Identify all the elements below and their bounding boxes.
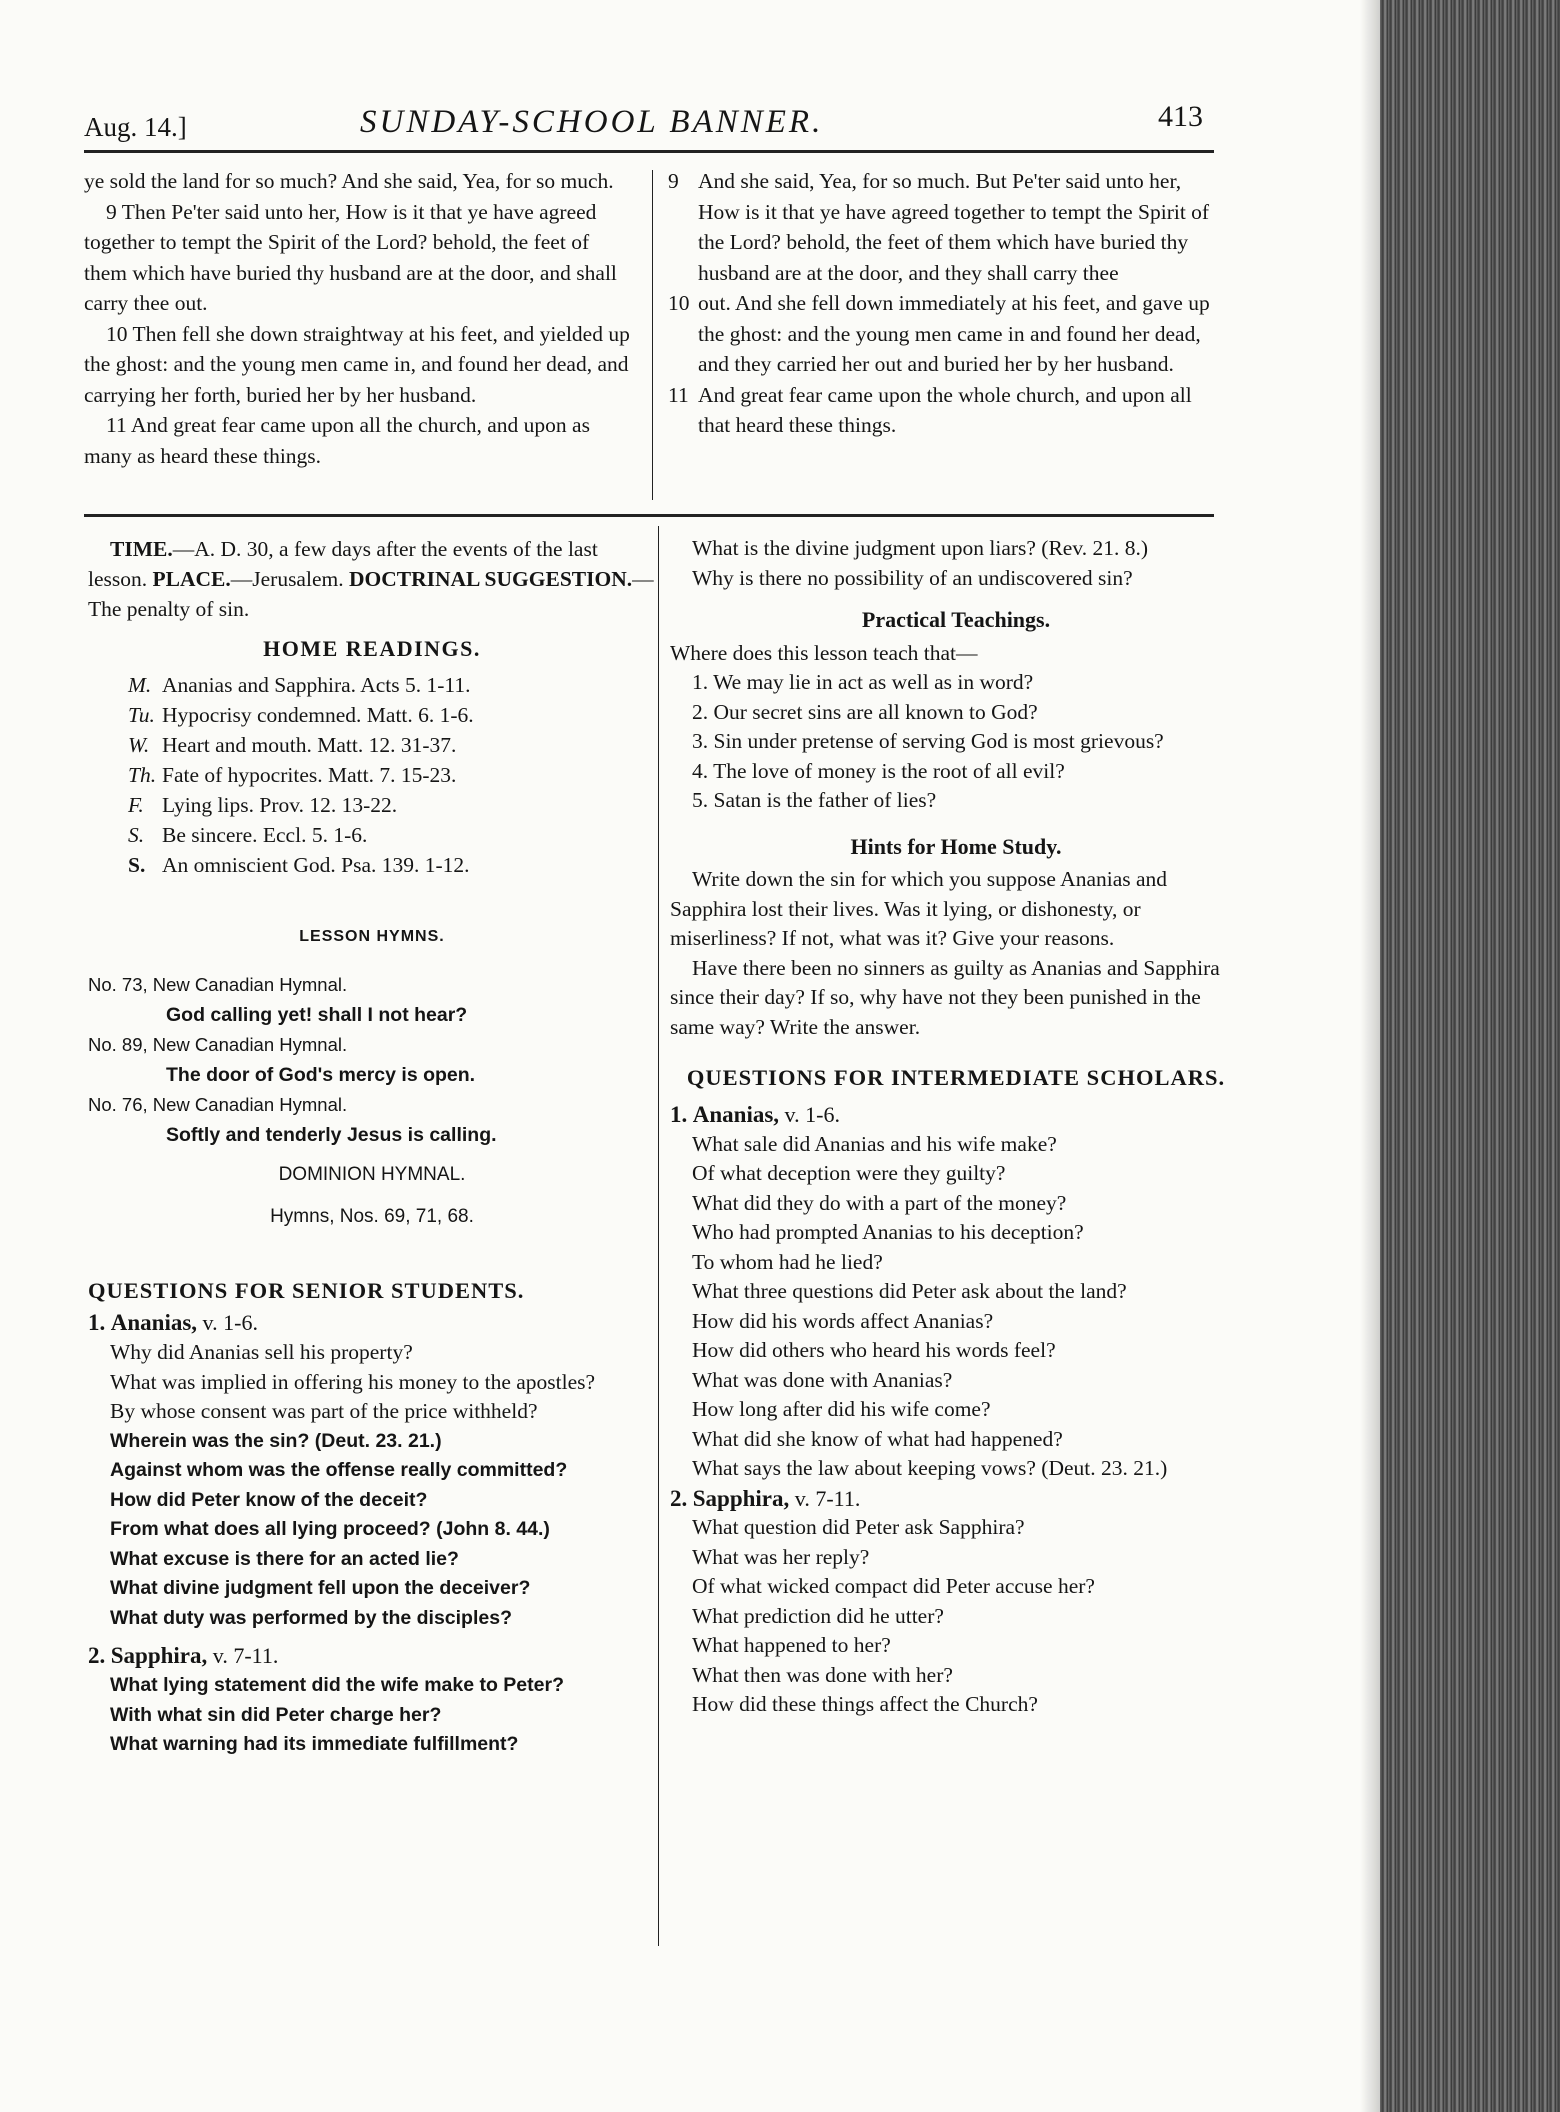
place-label: PLACE.: [152, 567, 231, 591]
scripture-left-verse: 11 And great fear came upon all the church, and upon as many as heard these things.: [84, 413, 590, 468]
question: What excuse is there for an acted lie?: [110, 1547, 459, 1570]
question: What divine judgment fell upon the deceiver?: [110, 1577, 531, 1599]
hints-title: Hints for Home Study.: [850, 833, 1062, 859]
intermediate-section-1-questions: [670, 1130, 1242, 1484]
hymn-number: No. 73, New Canadian Hymnal.: [88, 974, 348, 995]
reading-day: Th.: [128, 763, 157, 787]
question: With what sin did Peter charge her?: [110, 1703, 442, 1726]
section-ref: v. 1-6.: [784, 1102, 840, 1127]
scripture-right-verse: [668, 380, 1222, 441]
question: Who had prompted Ananias to his deception?: [692, 1220, 1084, 1244]
question: From what does all lying proceed? (John 8. 44.): [110, 1518, 550, 1540]
question: What warning had its immediate fulfillment?: [110, 1733, 519, 1755]
question: What then was done with her?: [692, 1662, 953, 1687]
reading-text: Lying lips. Prov. 12. 13-22.: [162, 793, 398, 817]
reading-item: [88, 850, 656, 880]
question: How did Peter know of the deceit?: [110, 1488, 428, 1511]
question: What duty was performed by the disciples?: [110, 1606, 512, 1629]
reading-day: Tu.: [128, 703, 155, 727]
hymn-first-line: Softly and tenderly Jesus is calling.: [166, 1124, 497, 1146]
verse-number: 10: [668, 291, 690, 315]
lesson-hymns-title: LESSON HYMNS.: [299, 928, 445, 945]
question: What happened to her?: [692, 1633, 891, 1657]
practical-item: 3. Sin under pretense of serving God is most grievous?: [692, 729, 1164, 753]
question: Against whom was the offense really committed?: [110, 1459, 568, 1481]
home-readings-list: [88, 670, 656, 880]
book-page-edges: [1380, 0, 1560, 2112]
reading-day: S.: [128, 853, 146, 877]
question: What did they do with a part of the money?: [692, 1190, 1067, 1215]
verse-text: out. And she fell down immediately at his feet, and gave up the ghost: and the young men came in and found her dead, and they carried her out and buried her by her husband.: [698, 291, 1210, 376]
senior-questions-title: QUESTIONS FOR SENIOR STUDENTS.: [88, 1278, 525, 1303]
question: What says the law about keeping vows? (Deut. 23. 21.): [692, 1456, 1168, 1480]
right-main-column: [670, 534, 1242, 1720]
hymn-number: No. 76, New Canadian Hymnal.: [88, 1094, 348, 1115]
question: How did his words affect Ananias?: [692, 1308, 994, 1333]
hymn-first-line: God calling yet! shall I not hear?: [166, 1004, 468, 1026]
practical-item: 4. The love of money is the root of all evil?: [692, 758, 1065, 783]
section-ref: v. 7-11.: [212, 1643, 279, 1668]
question: What was implied in offering his money to the apostles?: [110, 1369, 596, 1394]
practical-intro: Where does this lesson teach that—: [670, 640, 978, 665]
reading-text: Heart and mouth. Matt. 12. 31-37.: [162, 733, 457, 757]
practical-item: 1. We may lie in act as well as in word?: [692, 670, 1034, 694]
question: What three questions did Peter ask about the land?: [692, 1279, 1127, 1303]
hints-paragraph: Write down the sin for which you suppose Ananias and Sapphira lost their lives. Was it lying, or dishonesty, or miserliness? If not, what was it? Give your reasons.: [670, 867, 1168, 950]
doctrinal-text: —The penalty of sin.: [88, 567, 654, 621]
reading-item: [88, 670, 656, 700]
home-readings-title: HOME READINGS.: [263, 636, 481, 661]
section-number: 2.: [88, 1643, 106, 1668]
header-title: SUNDAY-SCHOOL BANNER.: [360, 104, 824, 140]
verse-text: And great fear came upon the whole church, and upon all that heard these things.: [698, 382, 1192, 437]
doctrinal-label: DOCTRINAL SUGGESTION.: [348, 567, 633, 591]
main-column-divider: [658, 526, 659, 1946]
senior-section-2-questions: [88, 1671, 656, 1760]
scripture-left-column: [84, 166, 636, 471]
question: What sale did Ananias and his wife make?: [692, 1131, 1057, 1156]
scripture-right-verse: [668, 288, 1222, 380]
question: By whose consent was part of the price withheld?: [110, 1399, 538, 1423]
question: What was her reply?: [692, 1544, 870, 1569]
senior-section-heading: [88, 1308, 656, 1338]
reading-text: An omniscient God. Psa. 139. 1-12.: [162, 853, 470, 877]
place-text: —Jerusalem.: [230, 567, 344, 591]
section-rule: [84, 514, 1214, 517]
section-name: Ananias,: [110, 1310, 198, 1335]
hymn-number: No. 89, New Canadian Hymnal.: [88, 1034, 348, 1055]
question: What prediction did he utter?: [692, 1603, 944, 1628]
practical-item: 5. Satan is the father of lies?: [692, 788, 937, 812]
senior-section-heading: [88, 1641, 656, 1671]
reading-day: S.: [128, 823, 145, 847]
section-ref: v. 1-6.: [202, 1310, 258, 1335]
reading-item: [88, 820, 656, 850]
question: How did others who heard his words feel?: [692, 1338, 1056, 1362]
intermediate-section-heading: [670, 1484, 1242, 1514]
hymn-first-line: The door of God's mercy is open.: [166, 1064, 476, 1086]
section-ref: v. 7-11.: [794, 1485, 861, 1511]
reading-item: [88, 760, 656, 790]
dominion-hymnal-title: DOMINION HYMNAL.: [278, 1164, 466, 1185]
verse-number: 11: [668, 382, 689, 407]
question: How long after did his wife come?: [692, 1397, 991, 1421]
reading-day: M.: [128, 673, 152, 697]
reading-text: Fate of hypocrites. Matt. 7. 15-23.: [162, 763, 457, 787]
hints-paragraph: Have there been no sinners as guilty as Ananias and Sapphira since their day? If so, why have not they been punished in the same way? Write the answer.: [670, 955, 1220, 1039]
reading-item: [88, 700, 656, 730]
section-name: Sapphira,: [110, 1643, 208, 1668]
section-number: 1.: [88, 1310, 106, 1335]
question: What question did Peter ask Sapphira?: [692, 1515, 1025, 1539]
scripture-column-divider: [652, 170, 653, 500]
section-name: Sapphira,: [692, 1485, 790, 1511]
page-number: 413: [1158, 100, 1203, 133]
scripture-right-verse: [668, 166, 1222, 288]
scripture-right-column: [668, 166, 1222, 441]
question: How did these things affect the Church?: [692, 1692, 1038, 1716]
practical-item: 2. Our secret sins are all known to God?: [692, 699, 1038, 724]
header-date: Aug. 14.]: [84, 112, 187, 142]
intermediate-questions-title: QUESTIONS FOR INTERMEDIATE SCHOLARS.: [686, 1065, 1226, 1090]
question: What is the divine judgment upon liars? (Rev. 21. 8.): [692, 536, 1148, 560]
practical-teachings-title: Practical Teachings.: [861, 607, 1051, 632]
question: To whom had he lied?: [692, 1249, 883, 1274]
question: What lying statement did the wife make to Peter?: [110, 1674, 564, 1696]
header-rule: [84, 150, 1214, 153]
left-main-column: [88, 534, 656, 1760]
intermediate-section-heading: [670, 1100, 1242, 1130]
question: What did she know of what had happened?: [692, 1426, 1063, 1451]
section-number: 1.: [670, 1102, 688, 1127]
scripture-left-verse: 10 Then fell she down straightway at his feet, and yielded up the ghost: and the young men came in, and found her dead, and carrying her forth, buried her by her husband.: [84, 321, 630, 407]
section-number: 2.: [670, 1485, 688, 1511]
question: What was done with Ananias?: [692, 1367, 953, 1392]
reading-text: Be sincere. Eccl. 5. 1-6.: [162, 823, 368, 847]
reading-text: Ananias and Sapphira. Acts 5. 1-11.: [162, 673, 471, 697]
reading-day: F.: [128, 793, 144, 817]
reading-item: [88, 790, 656, 820]
question: Of what wicked compact did Peter accuse her?: [692, 1574, 1095, 1598]
question: Wherein was the sin? (Deut. 23. 21.): [110, 1429, 442, 1452]
time-label: TIME.: [110, 537, 173, 561]
verse-number: 9: [668, 169, 679, 193]
dominion-hymnal-numbers: Hymns, Nos. 69, 71, 68.: [270, 1206, 474, 1227]
reading-item: [88, 730, 656, 760]
reading-text: Hypocrisy condemned. Matt. 6. 1-6.: [162, 703, 474, 727]
senior-section-1-questions: [88, 1338, 656, 1633]
time-place-paragraph: [88, 534, 656, 624]
verse-text: And she said, Yea, for so much. But Pe'ter said unto her, How is it that ye have agreed together to tempt the Spirit of the Lord? behold, the feet of them which have buried thy husband are at the door, and they shall carry thee: [698, 169, 1210, 285]
section-name: Ananias,: [692, 1102, 780, 1127]
question: Why did Ananias sell his property?: [110, 1340, 413, 1364]
question: Of what deception were they guilty?: [692, 1161, 1006, 1185]
intermediate-section-2-questions: [670, 1513, 1242, 1720]
scripture-left-verse: ye sold the land for so much? And she said, Yea, for so much.: [84, 169, 614, 193]
reading-day: W.: [128, 733, 150, 757]
question: Why is there no possibility of an undiscovered sin?: [692, 565, 1133, 590]
scripture-left-verse: 9 Then Pe'ter said unto her, How is it that ye have agreed together to tempt the Spirit of the Lord? behold, the feet of them which have buried thy husband are at the door, and shall carry thee out.: [84, 199, 617, 315]
time-text: —A. D. 30, a few days after the events of the last lesson.: [88, 537, 598, 591]
